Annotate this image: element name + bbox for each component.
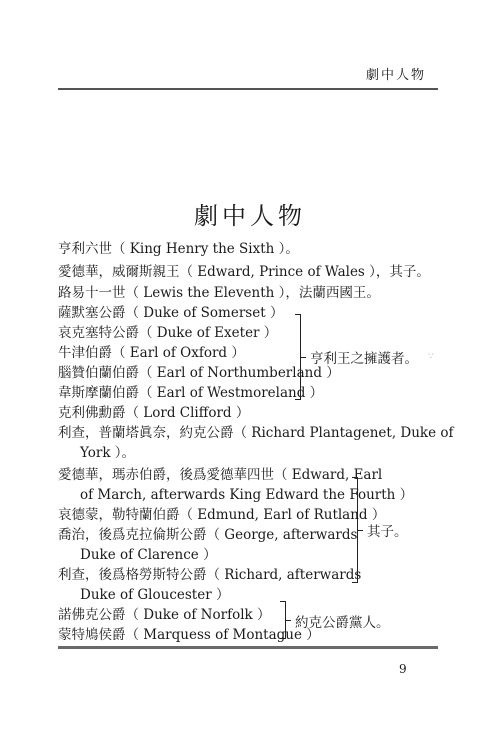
group-label-supporters: 亨利王之擁護者。	[310, 351, 418, 367]
paper-speck: ∵	[428, 352, 434, 362]
character-line: 利查，普蘭塔眞奈，約克公爵（ Richard Plantagenet, Duke of	[58, 425, 454, 441]
character-line: 韋斯摩蘭伯爵（ Earl of Westmoreland ）	[58, 385, 324, 401]
footer-rule	[58, 646, 438, 649]
character-line: 牛津伯爵（ Earl of Oxford ）	[58, 345, 245, 361]
group-label-sons: 其子。	[367, 524, 408, 540]
character-line: 哀德蒙，勒特蘭伯爵（ Edmund, Earl of Rutland ）	[58, 507, 386, 523]
character-line: 利查，後爲格勞斯特公爵（ Richard, afterwards	[58, 567, 362, 583]
character-line: 腦贊伯蘭伯爵（ Earl of Northumberland ）	[58, 365, 340, 381]
character-line: 喬治，後爲克拉倫斯公爵（ George, afterwards	[58, 527, 358, 543]
page-title: 劇中人物	[194, 202, 306, 230]
character-line: Duke of Gloucester ）	[80, 587, 230, 603]
group-label-york-party: 約克公爵黨人。	[295, 615, 390, 631]
brace-sons	[352, 477, 358, 583]
character-line: Duke of Clarence ）	[80, 547, 217, 563]
character-line: 蒙特鳩侯爵（ Marquess of Montague ）	[58, 627, 320, 643]
header-rule	[58, 88, 438, 90]
character-line: 克利佛勳爵（ Lord Clifford ）	[58, 405, 250, 421]
running-head: 劇中人物	[365, 68, 426, 83]
character-line: 亨利六世（ King Henry the Sixth ）。	[58, 241, 299, 257]
character-line: York ）。	[80, 445, 136, 461]
brace-york-party	[280, 601, 286, 639]
page-number: 9	[399, 662, 407, 676]
character-line: 諾佛克公爵（ Duke of Norfolk ）	[58, 607, 271, 623]
character-line: 路易十一世（ Lewis the Eleventh ），法蘭西國王。	[58, 285, 380, 301]
character-line: of March, afterwards King Edward the Fourth ）	[80, 487, 414, 503]
character-line: 薩默塞公爵（ Duke of Somerset ）	[58, 305, 284, 321]
brace-supporters	[295, 314, 301, 400]
character-line: 愛德華，威爾斯親王（ Edward, Prince of Wales ），其子。	[58, 264, 430, 280]
character-line: 哀克塞特公爵（ Duke of Exeter ）	[58, 325, 278, 341]
character-line: 愛德華，瑪赤伯爵，後爲愛德華四世（ Edward, Earl	[58, 467, 383, 483]
